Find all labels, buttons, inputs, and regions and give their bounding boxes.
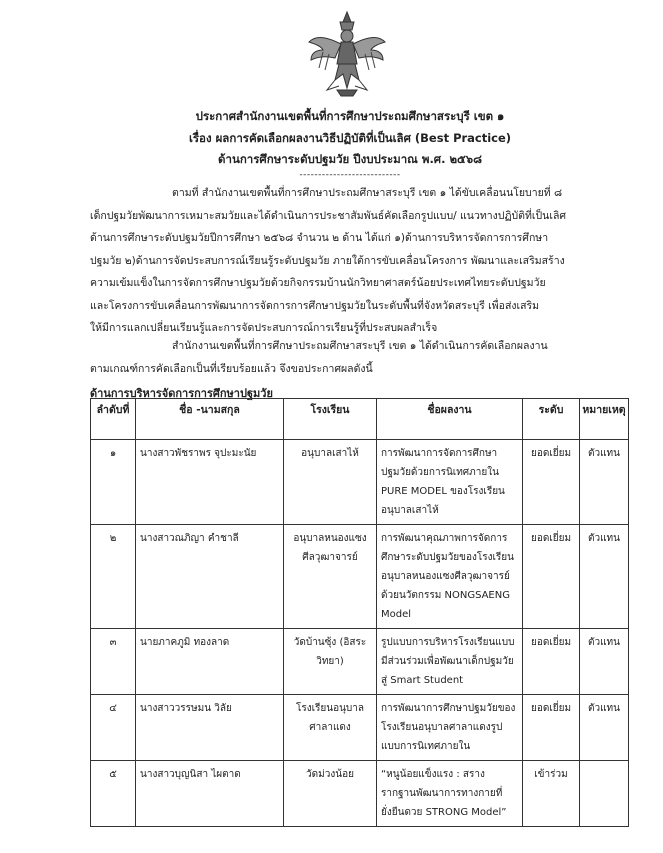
paragraph1-line: เด็กปฐมวัยพัฒนาการเหมาะสมวัยและได้ดำเนินการประชาสัมพันธ์คัดเลือกรูปแบบ/ แนวทางปฏิบัติที่เป็นเลิศ	[90, 209, 567, 222]
col-header-level: ระดับ	[523, 399, 580, 440]
table-row	[91, 695, 629, 761]
table-row	[91, 525, 629, 629]
paragraph1-line: ตามที่ สำนักงานเขตพื้นที่การศึกษาประถมศึกษาสระบุรี เขต ๑ ได้ขับเคลื่อนนโยบายที่ ๘	[172, 187, 563, 199]
row-work: การพัฒนาการจัดการศึกษาปฐมวัยด้วยการนิเทศภายใน PURE MODEL ของโรงเรียนอนุบาลเสาไห้	[377, 440, 523, 525]
col-header-remark: หมายเหตุ	[580, 399, 629, 440]
paragraph1-line: ด้านการศึกษาระดับปฐมวัยปีการศึกษา ๒๕๖๘ จำนวน ๒ ด้าน ได้แก่ ๑)ด้านการบริหารจัดการการศึกษา	[90, 232, 549, 244]
row-number: ๑	[91, 440, 136, 525]
row-name: นางสาวพัชราพร จุปะมะนัย	[136, 440, 284, 525]
row-remark: ตัวแทน	[580, 440, 629, 525]
header-line-1: ประกาศสำนักงานเขตพื้นที่การศึกษาประถมศึกษาสระบุรี เขต ๑	[195, 109, 505, 123]
table-row	[91, 629, 629, 695]
col-header-no: ลำดับที่	[91, 399, 136, 440]
paragraph1-line: และโครงการขับเคลื่อนการพัฒนาการจัดการการศึกษาปฐมวัยในระดับพื้นที่จังหวัดสระบุรี เพื่อส่งเสริม	[90, 299, 540, 312]
row-work: รูปแบบการบริหารโรงเรียนแบบมีส่วนร่วมเพื่อพัฒนาเด็กปฐมวัยสู่ Smart Student	[377, 629, 523, 695]
row-name: นางสาวบุญนิสา ไผตาด	[136, 761, 284, 827]
row-level: ยอดเยี่ยม	[523, 525, 580, 629]
row-remark: ตัวแทน	[580, 629, 629, 695]
section-title: ด้านการบริหารจัดการการศึกษาปฐมวัย	[90, 387, 273, 400]
paragraph-2	[90, 335, 600, 380]
header-line-3: ด้านการศึกษาระดับปฐมวัย ปีงบประมาณ พ.ศ. ๒๕๖๘	[218, 152, 482, 166]
row-remark: ตัวแทน	[580, 525, 629, 629]
table-row	[91, 440, 629, 525]
row-school: วัดม่วงน้อย	[284, 761, 377, 827]
row-school: โรงเรียนอนุบาลศาลาแดง	[284, 695, 377, 761]
row-level: ยอดเยี่ยม	[523, 695, 580, 761]
paragraph2-line: ตามเกณฑ์การคัดเลือกเป็นที่เรียบร้อยแล้ว จึงขอประกาศผลดังนี้	[90, 362, 373, 375]
col-header-name: ชื่อ -นามสกุล	[136, 399, 284, 440]
col-header-work: ชื่อผลงาน	[377, 399, 523, 440]
table-header-row	[91, 399, 629, 440]
row-school: วัดบ้านซุ้ง (อิสระวิทยา)	[284, 629, 377, 695]
paragraph1-line: ปฐมวัย ๒)ด้านการจัดประสบการณ์เรียนรู้ระดับปฐมวัย ภายใต้การขับเคลื่อนโครงการ พัฒนาและเสริมสร้าง	[90, 254, 565, 267]
row-school: อนุบาลหนองแซงศีลวุฒาจารย์	[284, 525, 377, 629]
row-number: ๓	[91, 629, 136, 695]
row-school: อนุบาลเสาไห้	[284, 440, 377, 525]
row-level: ยอดเยี่ยม	[523, 440, 580, 525]
row-number: ๒	[91, 525, 136, 629]
row-name: นางสาววรรษมน วิลัย	[136, 695, 284, 761]
row-level: เข้าร่วม	[523, 761, 580, 827]
paragraph-1	[90, 182, 600, 340]
row-work: การพัฒนาการศึกษาปฐมวัยของโรงเรียนอนุบาลศาลาแดงรูปแบบการนิเทศภายใน	[377, 695, 523, 761]
paragraph2-line: สำนักงานเขตพื้นที่การศึกษาประถมศึกษาสระบุรี เขต ๑ ได้ดำเนินการคัดเลือกผลงาน	[172, 340, 548, 352]
header-subject: เรื่อง ผลการคัดเลือกผลงานวิธีปฏิบัติที่เป็นเลิศ (Best Practice)	[188, 131, 512, 145]
col-header-school: โรงเรียน	[284, 399, 377, 440]
row-remark	[580, 761, 629, 827]
header-separator: ---------------------------	[299, 170, 401, 180]
paragraph1-line: ความเข้มแข็งในการจัดการศึกษาปฐมวัยด้วยกิจกรรมบ้านนักวิทยาศาสตร์น้อยประเทศไทยระดับปฐมวัย	[90, 277, 546, 289]
row-number: ๕	[91, 761, 136, 827]
row-work: การพัฒนาคุณภาพการจัดการศึกษาระดับปฐมวัยของโรงเรียนอนุบาลหนองแซงศีลวุฒาจารย์ ด้วยนวัตกรรม NONGSAENG Model	[377, 525, 523, 629]
row-number: ๔	[91, 695, 136, 761]
row-name: นายภาคภูมิ ทองลาด	[136, 629, 284, 695]
row-remark: ตัวแทน	[580, 695, 629, 761]
results-table	[90, 398, 629, 827]
table-row	[91, 761, 629, 827]
garuda-emblem-icon	[305, 8, 389, 98]
row-name: นางสาวณภิญา คำชาลี	[136, 525, 284, 629]
row-level: ยอดเยี่ยม	[523, 629, 580, 695]
paragraph1-line: ให้มีการแลกเปลี่ยนเรียนรู้และการจัดประสบการณ์การเรียนรู้ที่ประสบผลสำเร็จ	[90, 322, 438, 334]
row-work: “หนูน้อยแข็งแรง : สรางรากฐานพัฒนาการทางกายที่ยั่งยืนดวย STRONG Model”	[377, 761, 523, 827]
